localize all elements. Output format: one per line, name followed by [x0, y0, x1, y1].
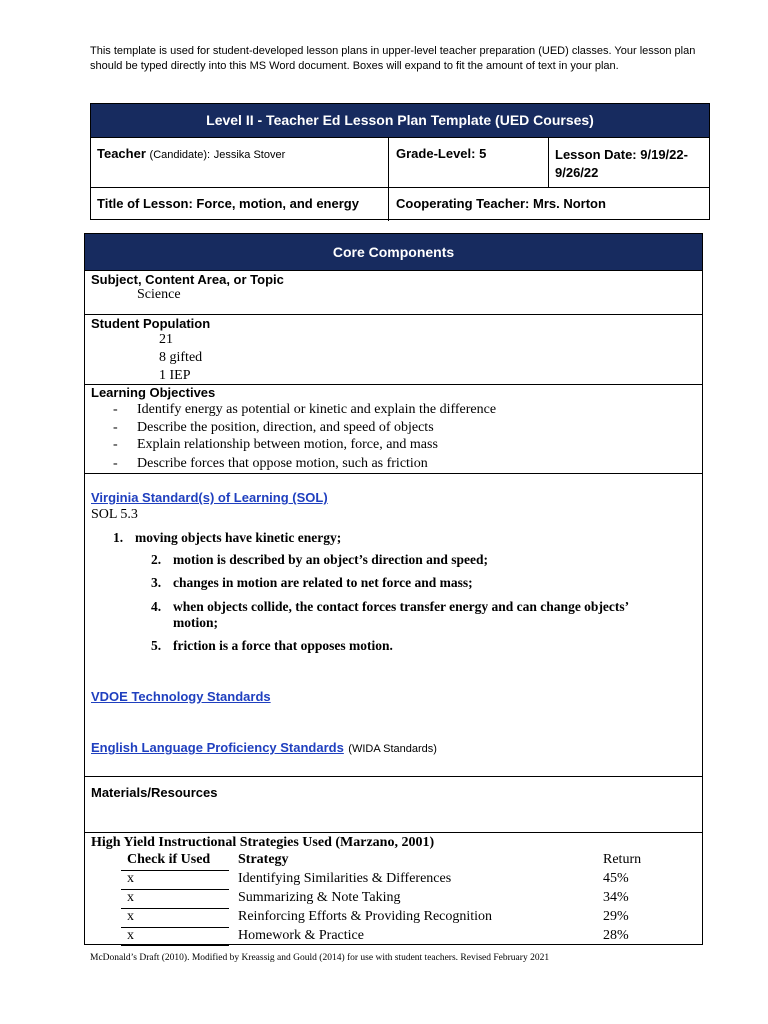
teacher-cell [97, 146, 385, 161]
vdoe-technology-link[interactable]: VDOE Technology Standards [91, 689, 271, 704]
strategy-check[interactable]: x [127, 909, 134, 924]
footer-credit: McDonald’s Draft (2010). Modified by Kreassig and Gould (2014) for use with student teachers. Revised February 2021 [90, 953, 550, 963]
lesson-date: Lesson Date: 9/19/22-9/26/22 [555, 147, 688, 180]
strategy-check[interactable]: x [127, 890, 134, 905]
check-line [121, 927, 229, 928]
sol-item: 5. friction is a force that opposes motion. [151, 638, 393, 653]
sol-item-continuation: motion; [173, 615, 218, 630]
sol-code: SOL 5.3 [91, 507, 138, 522]
teacher-qualifier: (Candidate): [149, 149, 211, 161]
objective-item: - Identify energy as potential or kinetic and explain the difference [113, 402, 497, 417]
strategy-name: Reinforcing Efforts & Providing Recognition [238, 909, 493, 924]
check-line [121, 945, 229, 946]
hy-label: High Yield Instructional Strategies Used (Marzano, 2001) [91, 835, 435, 850]
teacher-label: Teacher [97, 146, 146, 161]
lesson-title: Title of Lesson: Force, motion, and energy [97, 196, 359, 211]
intro-text: This template is used for student-developed lesson plans in upper-level teacher preparation (UED) classes. Your lesson plan should be typed directly into this MS Word document. Boxes will expand to fit the amount of text in your plan. [90, 45, 696, 72]
strategy-check[interactable]: x [127, 928, 134, 943]
check-line [121, 908, 229, 909]
strategy-name: Identifying Similarities & Differences [238, 871, 452, 886]
core-components-table [84, 233, 703, 945]
header-underline [121, 870, 229, 871]
elp-link[interactable]: English Language Proficiency Standards [91, 740, 344, 755]
cooperating-teacher: Cooperating Teacher: Mrs. Norton [396, 196, 606, 211]
template-title: Level II - Teacher Ed Lesson Plan Template (UED Courses) [91, 104, 709, 137]
objective-item: - Describe forces that oppose motion, such as friction [113, 456, 428, 471]
divider [91, 137, 709, 138]
strategy-return: 45% [603, 871, 629, 886]
divider [388, 137, 389, 221]
population-label: Student Population [91, 316, 211, 331]
strategy-name: Homework & Practice [238, 928, 364, 943]
divider [85, 314, 702, 315]
elp-row [91, 739, 437, 757]
wida-note: (WIDA Standards) [348, 743, 437, 755]
objective-item: - Explain relationship between motion, force, and mass [113, 437, 438, 452]
core-components-title: Core Components [85, 234, 702, 270]
divider [85, 270, 702, 271]
subject-value: Science [137, 287, 181, 302]
divider [85, 832, 702, 833]
sol-link[interactable]: Virginia Standard(s) of Learning (SOL) [91, 490, 328, 505]
subject-label: Subject, Content Area, or Topic [91, 272, 284, 287]
sol-item: 1. moving objects have kinetic energy; [113, 530, 342, 545]
sol-item: 3. changes in motion are related to net force and mass; [151, 575, 473, 590]
strategy-return: 28% [603, 928, 629, 943]
strategy-name: Summarizing & Note Taking [238, 890, 401, 905]
hy-header-return: Return [603, 852, 642, 867]
divider [85, 776, 702, 777]
divider [91, 187, 709, 188]
hy-header-check: Check if Used [127, 852, 211, 867]
population-total: 21 [159, 332, 173, 347]
teacher-name: Jessika Stover [213, 149, 286, 161]
population-gifted: 8 gifted [159, 350, 203, 365]
objective-item: - Describe the position, direction, and speed of objects [113, 420, 434, 435]
check-line [121, 889, 229, 890]
hy-header-strategy: Strategy [238, 852, 289, 867]
grade-level: Grade-Level: 5 [396, 146, 487, 161]
strategy-check[interactable]: x [127, 871, 134, 886]
sol-item: 4. when objects collide, the contact forces transfer energy and can change objects’ [151, 599, 630, 614]
lesson-header-table [90, 103, 710, 220]
population-iep: 1 IEP [159, 368, 191, 383]
objectives-label: Learning Objectives [91, 385, 216, 400]
materials-label: Materials/Resources [91, 785, 218, 800]
divider [85, 473, 702, 474]
strategy-return: 29% [603, 909, 629, 924]
divider [548, 137, 549, 187]
sol-item: 2. motion is described by an object’s direction and speed; [151, 552, 489, 567]
strategy-return: 34% [603, 890, 629, 905]
